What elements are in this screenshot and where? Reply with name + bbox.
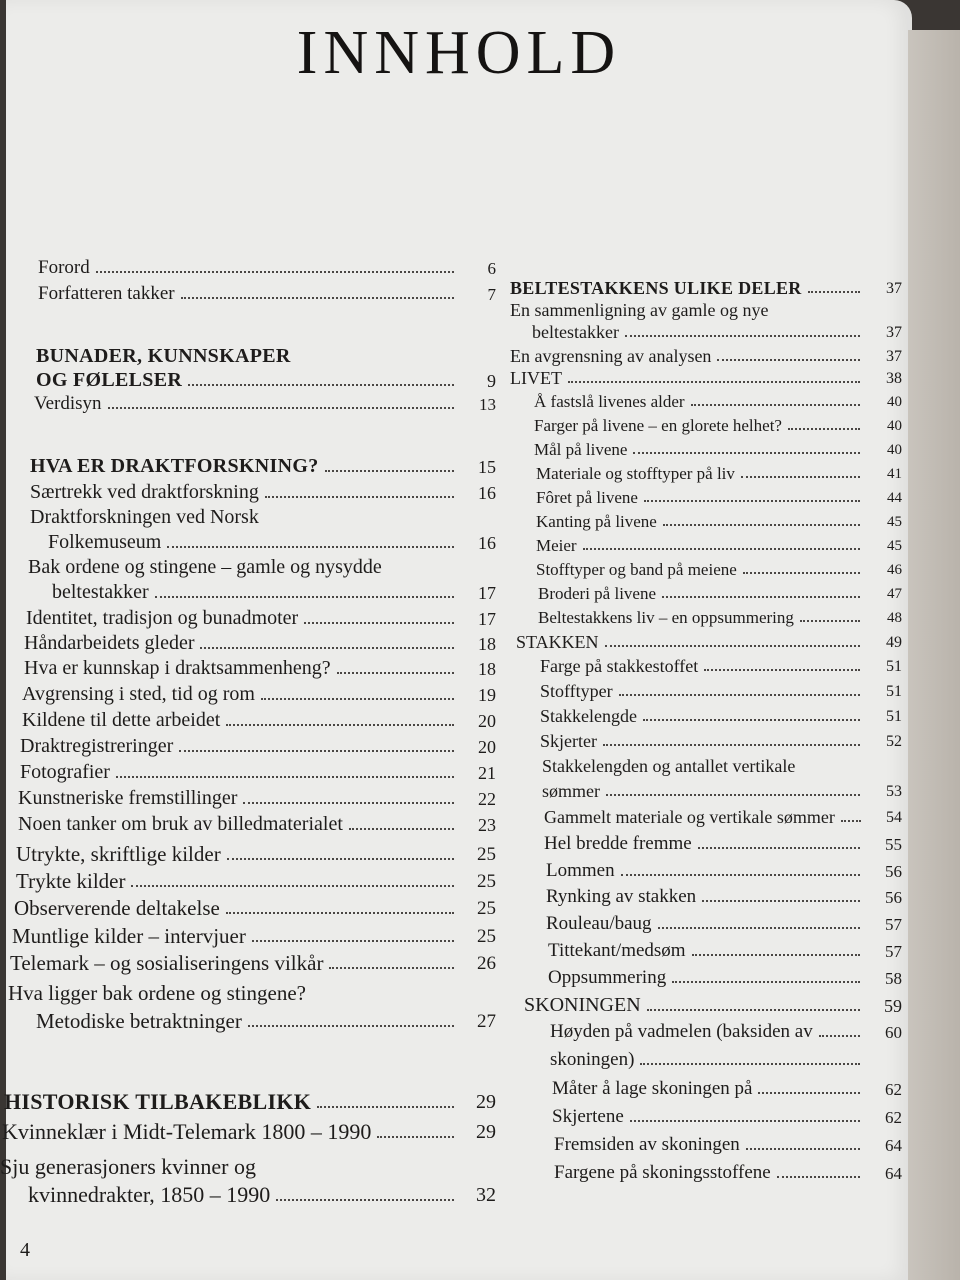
toc-leader-dots [200,647,454,649]
toc-entry [532,323,902,342]
toc-entry-label: sømmer [542,781,600,801]
toc-leader-dots [691,404,860,406]
toc-entry-label: Stakkelengden og antallet vertikale [542,756,796,776]
toc-entry [540,732,902,751]
toc-leader-dots [663,524,860,526]
toc-entry-page: 49 [886,634,902,652]
toc-entry-label: Kvinneklær i Midt-Telemark 1800 – 1990 [2,1119,372,1144]
toc-entry-label: LIVET [510,368,562,388]
toc-entry-label: HVA ER DRAKTFORSKNING? [30,455,319,477]
toc-entry-label: Noen tanker om bruk av billedmateriale​t [18,813,343,835]
toc-entry-label: Telemark – og sosialiseringens vilkår [10,951,324,975]
toc-entry-page: 55 [885,835,902,855]
toc-entry-label: Fôret på livene [536,488,638,507]
toc-entry [540,682,902,701]
toc-entry-label: STAKKEN [516,632,599,652]
toc-entry-label: Broderi på livene [538,584,657,603]
toc-leader-dots [788,428,860,430]
toc-entry [38,284,496,304]
toc-entry-label: skoningen) [550,1049,635,1070]
toc-leader-dots [625,335,860,337]
toc-entry [16,843,496,865]
toc-entry [28,557,496,578]
toc-entry [18,788,496,809]
toc-leader-dots [658,927,860,929]
toc-entry-label: Sju generasjoners kvinner og [0,1154,256,1179]
toc-entry-page: 18 [478,634,496,655]
toc-entry [542,782,902,801]
toc-leader-dots [819,1035,860,1037]
toc-leader-dots [633,452,860,454]
toc-entry [536,561,902,579]
toc-entry-page: 7 [487,285,496,305]
toc-entry [554,1135,902,1155]
toc-entry [10,952,496,974]
toc-entry [538,585,902,603]
toc-entry-label: Materiale og stofftyper på liv [536,464,735,483]
toc-entry-label: Tittekant/medsøm [548,940,686,961]
toc-entry [14,897,496,919]
toc-entry [536,489,902,507]
toc-entry [20,736,496,757]
toc-entry-label: Farge på stakkestoffet [540,656,699,676]
toc-entry [36,370,496,391]
toc-entry [516,633,902,652]
toc-entry-label: Fargene på skoningsstoffene [554,1162,771,1183]
toc-entry [510,347,902,366]
toc-entry-label: Fotografier [20,761,110,783]
toc-leader-dots [349,828,454,830]
toc-leader-dots [741,476,860,478]
toc-entry-page: 22 [478,789,496,810]
toc-leader-dots [226,912,454,914]
toc-entry-page: 47 [887,586,902,603]
toc-entry-page: 16 [478,483,496,504]
toc-entry [20,762,496,783]
toc-entry-page: 13 [479,395,496,415]
toc-leader-dots [841,820,861,822]
toc-entry-label: Draktforskningen ved Norsk [30,506,259,528]
toc-leader-dots [261,698,454,700]
toc-leader-dots [329,967,454,969]
toc-leader-dots [746,1148,860,1150]
toc-entry-page: 25 [477,844,496,866]
toc-entry [534,441,902,459]
toc-entry-page: 44 [887,490,902,507]
toc-entry [540,707,902,726]
toc-entry-label: En sammenligning av gamle og nye [510,300,769,320]
toc-entry [548,941,902,961]
toc-entry-label: Metodiske betraktninger [36,1009,242,1033]
toc-entry-label: Å fastslå livenes alder [534,392,685,411]
toc-leader-dots [619,694,860,696]
toc-entry [30,482,496,503]
toc-leader-dots [777,1176,860,1178]
toc-entry-label: Meier [536,536,577,555]
toc-entry-page: 25 [477,871,496,893]
toc-entry-label: En avgrensning av analysen [510,346,712,366]
toc-leader-dots [252,940,454,942]
toc-entry [548,968,902,988]
toc-entry-label: Gammelt materiale og vertikale sømmer [544,807,835,827]
toc-entry-label: kvinnedrakter, 1850 – 1990 [28,1182,271,1207]
toc-entry-page: 40 [887,442,902,459]
toc-entry-label: Stofftyper [540,681,613,701]
toc-leader-dots [606,794,860,796]
toc-entry-page: 48 [887,610,902,627]
toc-entry-page: 20 [478,711,496,732]
toc-entry-label: Håndarbeidets gleder [24,632,195,654]
toc-leader-dots [317,1106,454,1108]
toc-entry-label: OG FØLELSER [36,369,183,391]
toc-entry-page: 40 [887,394,902,411]
toc-entry [510,301,902,320]
toc-entry-page: 38 [886,370,902,388]
toc-leader-dots [167,546,454,548]
toc-entry-label: Kildene til dette arbeidet [22,709,221,731]
toc-leader-dots [377,1136,454,1138]
toc-entry-label: Stakkelengde [540,706,637,726]
toc-entry [534,417,902,435]
toc-leader-dots [644,500,860,502]
toc-entry-page: 62 [885,1108,902,1128]
toc-entry-label: Mål på livene [534,440,628,459]
toc-entry-page: 25 [477,898,496,920]
toc-entry [36,1010,496,1032]
toc-entry [30,456,496,477]
toc-entry-page: 29 [476,1121,496,1144]
toc-entry-label: Stofftyper og band på meiene [536,560,737,579]
toc-entry-label: Observerende deltakelse [14,896,220,920]
toc-leader-dots [621,874,860,876]
toc-entry-label: Forfatteren takker [38,283,175,304]
toc-leader-dots [265,496,454,498]
toc-leader-dots [640,1063,860,1065]
toc-entry-page: 9 [487,371,496,392]
toc-leader-dots [647,1009,860,1011]
toc-leader-dots [672,981,860,983]
toc-entry-label: Hva er kunnskap i draktsammenheng? [24,657,331,679]
toc-leader-dots [155,596,454,598]
toc-entry-page: 62 [885,1080,902,1100]
toc-leader-dots [717,359,860,361]
toc-leader-dots [800,620,860,622]
toc-entry-page: 52 [886,733,902,751]
toc-entry [546,887,902,907]
toc-entry-label: Trykte kilder [16,869,126,893]
toc-entry [28,1183,496,1206]
toc-entry [22,684,496,705]
toc-entry-label: Høyden på vadmelen (baksiden av [550,1021,813,1042]
toc-entry-label: Måter å lage skoningen på [552,1078,753,1099]
toc-leader-dots [808,291,860,293]
toc-entry-page: 45 [887,514,902,531]
toc-entry-page: 23 [478,815,496,836]
toc-entry-label: Bak ordene og stingene – gamle og nysydde [28,556,382,578]
toc-leader-dots [702,900,860,902]
toc-entry-label: Oppsummering [548,967,667,988]
toc-entry-page: 64 [885,1164,902,1184]
toc-entry-page: 41 [887,466,902,483]
toc-entry-label: BELTESTAKKENS ULIKE DELER [510,278,802,298]
toc-leader-dots [188,384,454,386]
toc-entry-page: 51 [886,658,902,676]
page-title: INNHOLD [296,19,622,87]
toc-entry-page: 37 [886,280,902,298]
toc-entry [542,757,902,776]
toc-leader-dots [226,724,454,726]
toc-entry [546,861,902,881]
toc-entry-label: Hel bredde fremme [544,833,692,854]
toc-entry-page: 40 [887,418,902,435]
toc-entry [24,658,496,679]
toc-leader-dots [704,669,860,671]
toc-entry-label: Rouleau/baug [546,913,652,934]
toc-entry-label: Utrykte, skriftlige kilder [16,842,221,866]
toc-entry-label: Skjertene [552,1106,624,1127]
toc-entry-page: 16 [478,533,496,554]
toc-entry-label: Farger på livene – en glorete helhet? [534,416,782,435]
toc-entry [536,465,902,483]
toc-entry-label: Folkemuseum [48,531,162,553]
toc-entry-label: BUNADER, KUNNSKAPER [36,345,291,367]
toc-entry-page: 59 [884,996,902,1017]
toc-entry-page: 17 [478,583,496,604]
toc-leader-dots [337,672,454,674]
toc-entry [554,1163,902,1183]
toc-entry-page: 58 [885,969,902,989]
toc-entry-page: 37 [886,324,902,342]
toc-entry [52,582,496,603]
toc-entry-page: 46 [887,562,902,579]
toc-entry-label: Avgrensing i sted, tid og rom [22,683,255,705]
toc-entry [550,1022,902,1042]
toc-entry [546,914,902,934]
toc-entry-page: 15 [478,457,496,478]
toc-entry-page: 64 [885,1136,902,1156]
toc-entry [18,814,496,835]
toc-leader-dots [248,1025,454,1027]
toc-entry-label: Særtrekk ved draktforskning [30,481,259,503]
toc-entry-page: 6 [487,259,496,279]
toc-entry-label: Hva ligger bak ordene og stingene? [8,981,306,1005]
toc-entry [524,995,902,1016]
toc-entry-page: 57 [885,915,902,935]
toc-leader-dots [304,622,454,624]
toc-entry-label: Draktregistreringer [20,735,174,757]
toc-leader-dots [325,470,455,472]
toc-entry [12,925,496,947]
toc-entry [26,608,496,629]
toc-entry-label: beltestakker [52,581,149,603]
toc-entry-page: 21 [478,763,496,784]
toc-entry-page: 37 [886,348,902,366]
toc-entry [4,1090,496,1113]
toc-leader-dots [743,572,860,574]
toc-entry-page: 51 [886,683,902,701]
toc-entry [540,657,902,676]
toc-leader-dots [181,297,454,299]
toc-entry-label: Forord [38,257,90,278]
page-number: 4 [20,1239,30,1261]
toc-entry [0,1155,496,1178]
page-edge [908,30,960,1280]
toc-entry-page: 60 [885,1023,902,1043]
toc-entry [38,258,496,278]
toc-entry-label: Fremsiden av skoningen [554,1134,740,1155]
toc-leader-dots [692,954,860,956]
toc-entry-label: beltestakker [532,322,619,342]
toc-entry [544,808,902,827]
toc-entry [552,1107,902,1127]
toc-entry-page: 51 [886,708,902,726]
toc-entry-label: Kanting på livene [536,512,657,531]
toc-entry-page: 56 [885,862,902,882]
toc-leader-dots [108,407,454,409]
toc-entry [544,834,902,854]
toc-entry-page: 27 [477,1011,496,1033]
toc-entry-page: 26 [477,953,496,975]
toc-entry-label: Beltestakkens liv – en oppsummering [538,608,794,627]
toc-leader-dots [583,548,860,550]
toc-entry [8,982,496,1004]
toc-entry [22,710,496,731]
toc-entry-page: 29 [476,1091,496,1114]
toc-entry-label: HISTORISK TILBAKEBLIKK [4,1089,312,1114]
toc-leader-dots [698,847,860,849]
toc-entry-label: SKONINGEN [524,994,641,1016]
toc-entry-label: Verdisyn [34,393,102,414]
toc-entry-label: Skjerter [540,731,597,751]
toc-entry-page: 45 [887,538,902,555]
toc-leader-dots [179,750,454,752]
toc-leader-dots [227,858,454,860]
toc-entry-page: 17 [478,609,496,630]
toc-entry [34,394,496,414]
toc-entry [16,870,496,892]
toc-entry-page: 56 [885,888,902,908]
toc-entry [550,1050,902,1070]
toc-leader-dots [96,271,454,273]
toc-entry-label: Identitet, tradisjon og bunadmoter [26,607,299,629]
toc-leader-dots [605,645,860,647]
toc-entry-page: 20 [478,737,496,758]
toc-leader-dots [116,776,454,778]
toc-entry-page: 53 [886,783,902,801]
toc-entry [510,279,902,298]
toc-leader-dots [568,381,860,383]
toc-entry [510,369,902,388]
toc-leader-dots [630,1120,860,1122]
toc-entry [536,513,902,531]
toc-entry-page: 57 [885,942,902,962]
toc-leader-dots [758,1092,860,1094]
toc-entry [24,633,496,654]
toc-entry [30,507,496,528]
toc-entry-page: 19 [478,685,496,706]
toc-entry [538,609,902,627]
toc-entry [36,346,496,367]
toc-entry [534,393,902,411]
toc-entry-page: 18 [478,659,496,680]
toc-entry-label: Rynking av stakken [546,886,697,907]
toc-entry-label: Kunstneriske fremstillinger [18,787,238,809]
toc-leader-dots [603,744,860,746]
toc-leader-dots [243,802,454,804]
toc-entry [2,1120,496,1143]
toc-entry [48,532,496,553]
toc-leader-dots [662,596,860,598]
toc-entry [536,537,902,555]
toc-leader-dots [131,885,454,887]
toc-leader-dots [643,719,860,721]
toc-entry-page: 32 [476,1184,496,1207]
toc-entry-label: Lommen [546,860,615,881]
toc-entry-page: 25 [477,926,496,948]
toc-leader-dots [276,1199,454,1201]
toc-entry-page: 54 [886,809,902,827]
toc-entry [552,1079,902,1099]
toc-entry-label: Muntlige kilder – intervjuer [12,924,246,948]
